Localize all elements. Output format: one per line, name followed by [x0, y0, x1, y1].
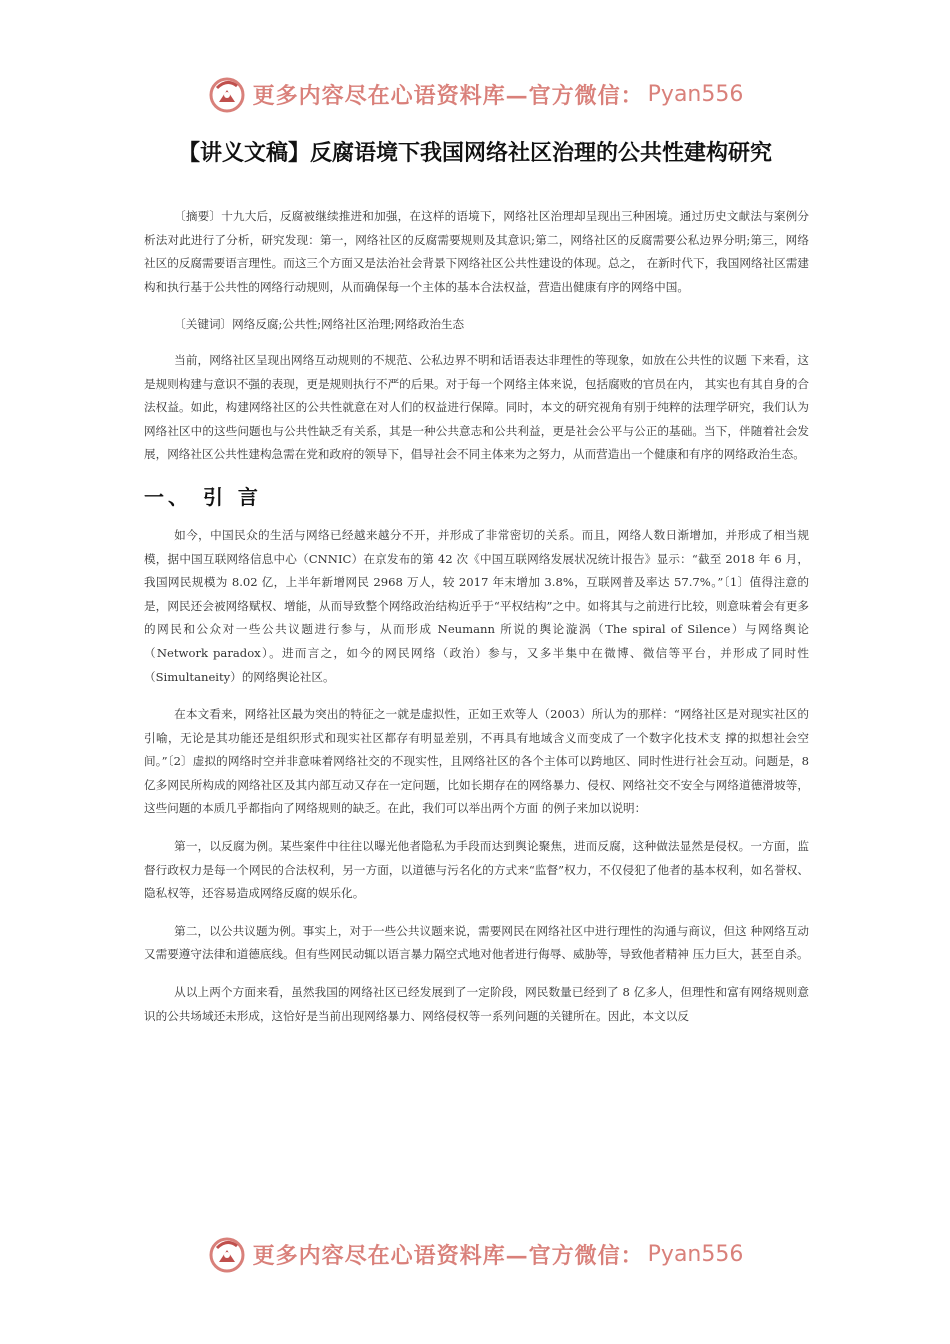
document-title: 【讲义文稿】反腐语境下我国网络社区治理的公共性建构研究	[177, 141, 772, 166]
section-paragraph: 第一，以反腐为例。某些案件中往往以曝光他者隐私为手段而达到舆论聚焦，进而反腐，这种做法显然是侵权。一方面，监督行政权力是每一个网民的合法权利，另一方面，以道德与污名化的方式来“监督”权力，不仅侵犯了他者的基本权利，如名誉权、隐私权等，还容易造成网络反腐的娱乐化。	[144, 839, 809, 901]
section-paragraph: 如今，中国民众的生活与网络已经越来越分不开，并形成了非常密切的关系。而且，网络人数日渐增加，并形成了相当规模，据中国互联网络信息中心（CNNIC）在京发布的第 42 次《中国互联网络发展状况统计报告》显示：“截至 2018 年 6 月，我国网民规模为 8.02 亿，上半年新增网民 2968 万人，较 2017 年末增加 3.8%，互联网普及率达 57.7%。”〔1〕值得注意的是，网民还会被网络赋权、增能，从而导致整个网络政治结构近乎于“平权结构”之中。如将其与之前进行比较，则意味着会有更多的网民和公众对一些公共议题进行参与，从而形成 Neumann 所说的舆论漩涡（The spiral of Silence）与网络舆论（Network paradox）。进而言之，如今的网民网络（政治）参与，又多半集中在微博、微信等平台，并形成了同时性（Simultaneity）的网络舆论社区。	[144, 527, 809, 684]
document-body	[144, 205, 809, 1042]
abstract-paragraph: 〔摘要〕十九大后，反腐被继续推进和加强，在这样的语境下，网络社区治理却呈现出三种困境。通过历史文献法与案例分析法对此进行了分析，研究发现：第一，网络社区的反腐需要规则及其意识;第二，网络社区的反腐需要公私边界分明;第三，网络社区的反腐需要语言理性。而这三个方面又是法治社会背景下网络社区公共性建设的体现。总之， 在新时代下，我国网络社区需建构和执行基于公共性的网络行动规则，从而确保每一个主体的基本合法权益，营造出健康有序的网络中国。	[144, 209, 809, 294]
header-banner	[0, 70, 950, 118]
section-heading: 一、 引 言	[144, 484, 262, 509]
banner-text: 更多内容尽在心语资料库—官方微信：	[252, 82, 644, 109]
brand-logo-icon	[207, 1234, 247, 1274]
intro-paragraph: 当前，网络社区呈现出网络互动规则的不规范、公私边界不明和话语表达非理性的等现象，如放在公共性的议题 下来看，这是规则构建与意识不强的表现，更是规则执行不严的后果。对于每一个网络主体来说，包括腐败的官员在内， 其实也有其自身的合法权益。如此，构建网络社区的公共性就意在对人们的权益进行保障。同时，本文的研究视角有别于纯粹的法理学研究，我们认为网络社区中的这些问题也与公共性缺乏有关系，其是一种公共意志和公共利益，更是社会公平与公正的基础。当下，伴随着社会发展，网络社区公共性建构急需在党和政府的领导下，倡导社会不同主体来为之努力，从而营造出一个健康和有序的网络政治生态。	[144, 352, 809, 462]
section-paragraph: 第二，以公共议题为例。事实上，对于一些公共议题来说，需要网民在网络社区中进行理性的沟通与商议，但这 种网络互动又需要遵守法律和道德底线。但有些网民动辄以语言暴力隔空式地对他者进行侮辱、威胁等，导致他者精神 压力巨大，甚至自杀。	[144, 923, 809, 962]
section-paragraph: 在本文看来，网络社区最为突出的特征之一就是虚拟性，正如王欢等人（2003）所认为的那样：“网络社区是对现实社区的引喻，无论是其功能还是组织形式和现实社区都存有明显差别，不再具有地域含义而变成了一个数字化技术支 撑的拟想社会空间。”〔2〕虚拟的网络时空并非意味着网络社交的不现实性，且网络社区的各个主体可以跨地区、同时性进行社会互动。问题是，8 亿多网民所构成的网络社区及其内部互动又存在一定问题，比如长期存在的网络暴力、侵权、网络社交不安全与网络道德滑坡等，这些问题的本质几乎都指向了网络规则的缺乏。在此，我们可以举出两个方面 的例子来加以说明：	[144, 707, 809, 816]
section-paragraph: 从以上两个方面来看，虽然我国的网络社区已经发展到了一定阶段，网民数量已经到了 8 亿多人，但理性和富有网络规则意识的公共场域还未形成，这恰好是当前出现网络暴力、网络侵权等一系列问题的关键所在。因此，本文以反	[144, 985, 809, 1023]
brand-logo-icon	[207, 74, 247, 114]
banner-wechat-id: Pyan556	[647, 81, 744, 107]
banner-wechat-id: Pyan556	[647, 1241, 744, 1267]
footer-banner	[0, 1230, 950, 1278]
banner-text: 更多内容尽在心语资料库—官方微信：	[252, 1242, 644, 1269]
keywords-paragraph: 〔关键词〕网络反腐;公共性;网络社区治理;网络政治生态	[174, 317, 465, 332]
